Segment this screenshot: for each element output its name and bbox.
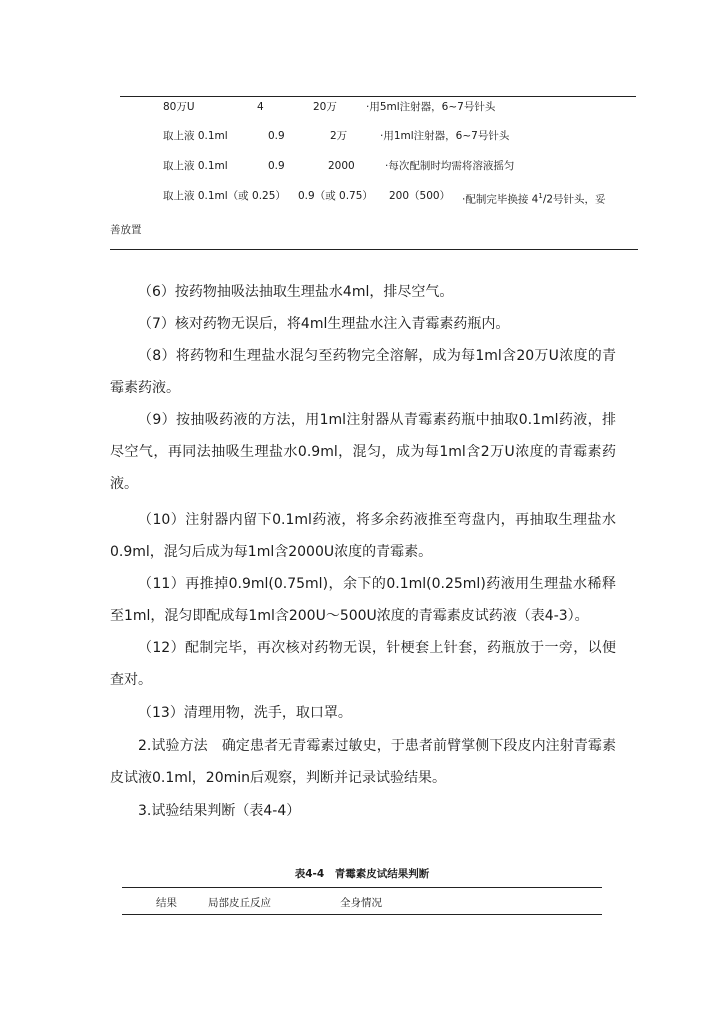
table-row [0,189,724,206]
paragraph-step-7: （7）核对药物无误后，将4ml生理盐水注入青霉素药瓶内。 [138,316,510,332]
table2-top-rule [122,887,602,888]
table-bottom-rule [110,249,638,250]
note-text: ·配制完毕换接 4 [462,193,539,206]
table-caption: 表4-4 青霉素皮试结果判断 [294,868,430,880]
note-text-end: /2号针头，妥 [542,193,606,206]
cell-concentration: 2万 [330,130,348,142]
table-row [0,129,724,143]
cell-note: ·每次配制时均需将溶液摇匀 [385,160,515,172]
paragraph-test-method: 2.试验方法 确定患者无青霉素过敏史，于患者前臂掌侧下段皮内注射青霉素皮试液0.1ml，20min后观察，判断并记录试验结果。 [110,738,616,786]
table-header-systemic: 全身情况 [340,897,382,909]
cell-volume: 0.9 [268,130,285,142]
cell-concentration: 20万 [313,101,337,113]
cell-volume: 4 [257,101,264,113]
paragraph-step-11: （11）再推掉0.9ml(0.75ml)，余下的0.1ml(0.25ml)药液用生理盐水稀释至1ml，混匀即配成每1ml含200U～500U浓度的青霉素皮试药液（表4-3）。 [110,576,616,624]
cell-volume: 0.9（或 0.75） [298,190,373,202]
fraction-superscript: 1 [538,192,543,200]
cell-dose: 取上液 0.1ml [163,130,228,142]
table-header-local-reaction: 局部皮丘反应 [208,897,271,909]
cell-concentration: 2000 [328,160,355,172]
paragraph-step-8: （8）将药物和生理盐水混匀至药物完全溶解，成为每1ml含20万U浓度的青霉素药液。 [110,348,616,396]
cell-note [462,189,606,207]
cell-concentration: 200（500） [389,190,451,202]
table2-header-rule [122,914,602,915]
paragraph-step-9: （9）按抽吸药液的方法，用1ml注射器从青霉素药瓶中抽取0.1ml药液，排尽空气，再同法抽吸生理盐水0.9ml，混匀，成为每1ml含2万U浓度的青霉素药液。 [110,412,616,492]
paragraph-step-10: （10）注射器内留下0.1ml药液，将多余药液推至弯盘内，再抽取生理盐水0.9ml，混匀后成为每1ml含2000U浓度的青霉素。 [110,512,616,560]
table-top-rule [120,96,636,97]
cell-note: ·用5ml注射器，6~7号针头 [366,101,496,113]
table-row [0,159,724,173]
paragraph-step-6: （6）按药物抽吸法抽取生理盐水4ml，排尽空气。 [138,284,454,300]
cell-dose: 取上液 0.1ml [163,160,228,172]
table-row-continuation: 善放置 [110,224,142,236]
paragraph-step-12: （12）配制完毕，再次核对药物无误，针梗套上针套，药瓶放于一旁，以便查对。 [110,640,616,688]
table-row [0,100,724,114]
table-header-result: 结果 [156,897,177,909]
cell-note: ·用1ml注射器，6~7号针头 [380,130,510,142]
cell-dose: 取上液 0.1ml（或 0.25） [163,190,286,202]
cell-dose: 80万U [163,101,195,113]
paragraph-step-13: （13）清理用物，洗手，取口罩。 [138,705,352,721]
paragraph-result-judgement: 3.试验结果判断（表4-4） [138,803,301,819]
cell-volume: 0.9 [268,160,285,172]
